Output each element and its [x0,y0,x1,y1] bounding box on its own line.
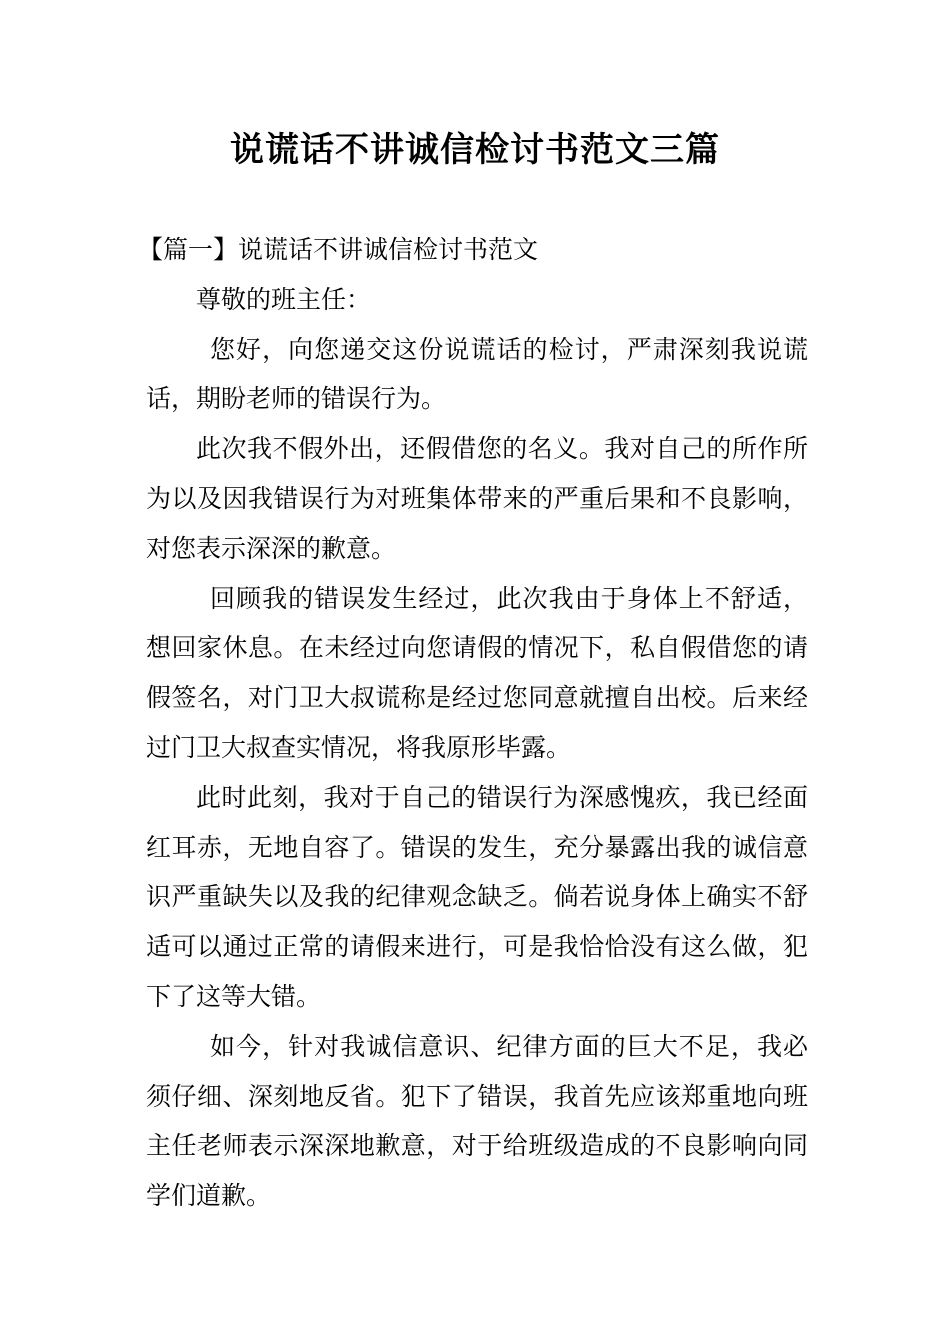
document-title: 说谎话不讲诚信检讨书范文三篇 [230,130,720,170]
section-heading: 【篇一】说谎话不讲诚信检讨书范文 [138,235,539,264]
document-body [138,225,808,1221]
paragraph-4: 此时此刻，我对于自己的错误行为深感愧疚，我已经面红耳赤，无地自容了。错误的发生，充分暴露出我的诚信意识严重缺失以及我的纪律观念缺乏。倘若说身体上确实不舒适可以通过正常的请假来进行，可是我恰恰没有这么做，犯下了这等大错。 [146,782,808,1011]
paragraph-1: 您好，向您递交这份说谎话的检讨，严肃深刻我说谎话，期盼老师的错误行为。 [146,334,808,414]
salutation: 尊敬的班主任： [196,284,372,314]
paragraph-3: 回顾我的错误发生经过，此次我由于身体上不舒适，想回家休息。在未经过向您请假的情况下，私自假借您的请假签名，对门卫大叔谎称是经过您同意就擅自出校。后来经过门卫大叔查实情况，将我原形毕露。 [146,583,808,762]
paragraph-2: 此次我不假外出，还假借您的名义。我对自己的所作所为以及因我错误行为对班集体带来的严重后果和不良影响，对您表示深深的歉意。 [146,434,808,563]
paragraph-5: 如今，针对我诚信意识、纪律方面的巨大不足，我必须仔细、深刻地反省。犯下了错误，我首先应该郑重地向班主任老师表示深深地歉意，对于给班级造成的不良影响向同学们道歉。 [146,1031,808,1211]
